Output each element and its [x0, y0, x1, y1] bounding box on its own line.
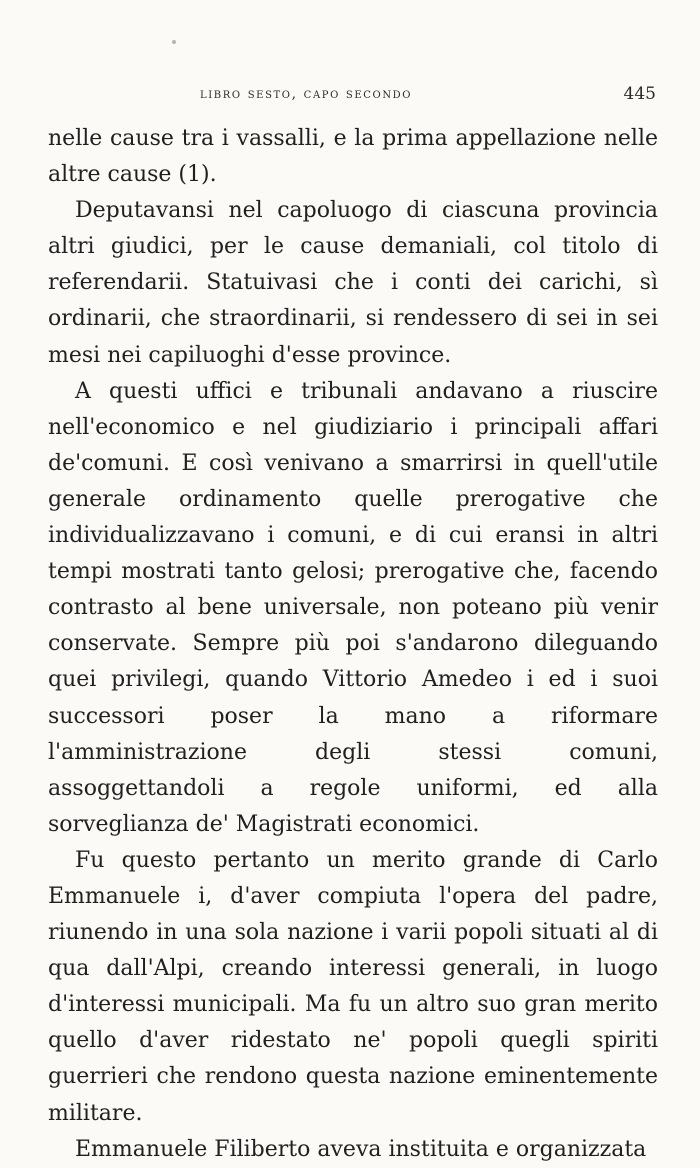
body-text [48, 121, 658, 1168]
paragraph-carlo-emmanuele: Fu questo pertanto un merito grande di Carlo Emmanuele i, d'aver compiuta l'opera del padre, riunendo in una sola nazione i varii popoli situati al di qua dall'Alpi, creando interessi generali, in luogo d'interessi municipali. Ma fu un altro suo gran merito quello d'aver ridestato ne' popoli quegli spiriti guerrieri che rendono questa nazione eminentemente militare. [48, 847, 658, 1126]
running-title: libro sesto, capo secondo [200, 86, 413, 102]
page-header [0, 84, 700, 110]
paragraph-deputavansi: Deputavansi nel capoluogo di ciascuna provincia altri giudici, per le cause demaniali, col titolo di referendarii. Statuivasi che i conti dei carichi, sì ordinarii, che straordinarii, si rendessero di sei in sei mesi nei capiluoghi d'esse province. [48, 198, 658, 368]
paragraph-continuation: nelle cause tra i vassalli, e la prima appellazione nelle altre cause (1). [48, 126, 658, 188]
page-number: 445 [623, 84, 656, 104]
paragraph-emmanuele-filiberto: Emmanuele Filiberto aveva instituita e organizzata [75, 1136, 647, 1162]
paper-speck [172, 40, 176, 44]
paragraph-uffici-tribunali: A questi uffici e tribunali andavano a riuscire nell'economico e nel giudiziario i principali affari de'comuni. E così venivano a smarrirsi in quell'utile generale ordinamento quelle prerogative che individualizzavano i comuni, e di cui eransi in altri tempi mostrati tanto gelosi; prerogative che, facendo contrasto al bene universale, non poteano più venir conservate. Sempre più poi s'andarono dileguando quei privilegi, quando Vittorio Amedeo i ed i suoi successori poser la mano a riformare l'amministrazione degli stessi comuni, assoggettandoli a regole uniformi, ed alla sorveglianza de' Magistrati economici. [48, 378, 658, 837]
